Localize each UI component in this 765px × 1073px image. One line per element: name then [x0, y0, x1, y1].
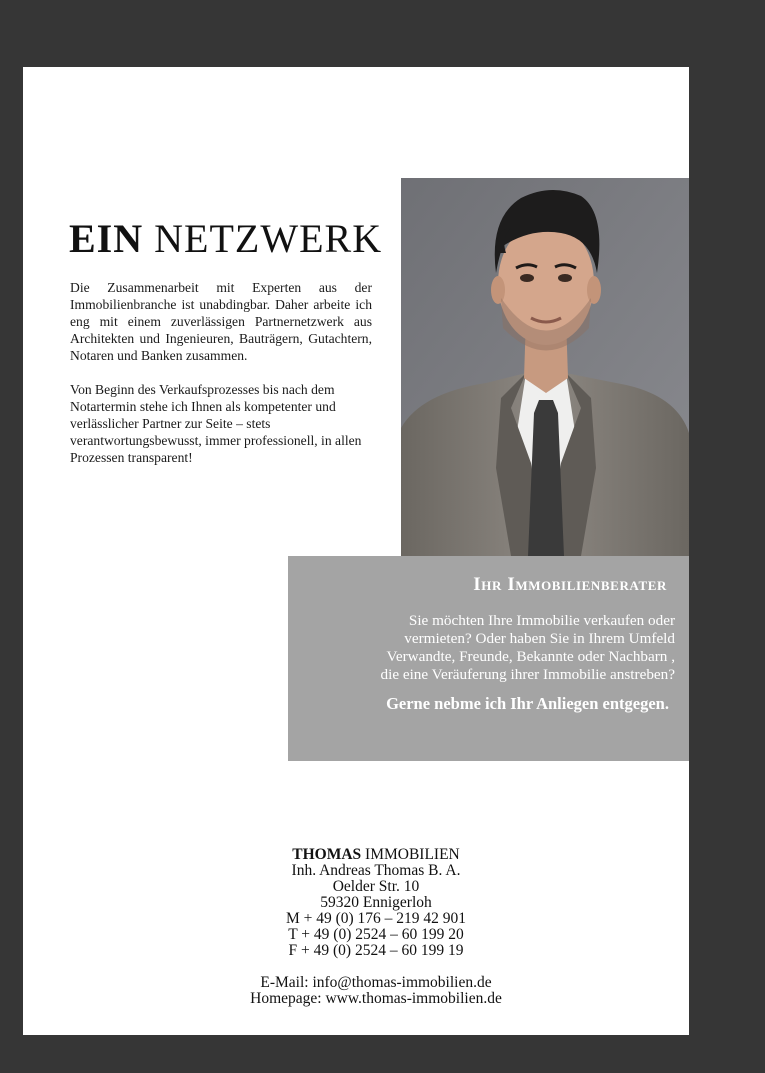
- advisor-title: Ihr Immobilienberater: [473, 574, 667, 595]
- phone-line: T + 49 (0) 2524 – 60 199 20: [288, 926, 464, 943]
- headline-bold: EIN: [69, 216, 144, 261]
- company-name-rest: IMMOBILIEN: [361, 846, 460, 863]
- intro-text: [70, 279, 372, 483]
- headline-rest: NETZWERK: [143, 216, 383, 261]
- spacer: [23, 959, 729, 975]
- advisor-text-line: die eine Veräuferung ihrer Immobilie anstreben?: [380, 666, 675, 683]
- city-line: 59320 Ennigerloh: [320, 894, 432, 911]
- company-name-bold: THOMAS: [292, 846, 362, 863]
- page-headline: [69, 215, 382, 262]
- intro-paragraph-2: Von Beginn des Verkaufsprozesses bis nach dem Notartermin stehe ich Ihnen als kompetenter und verlässlicher Partner zur Seite – stets verantwortungsbewusst, immer professionell, in allen Prozessen transparent!: [70, 382, 362, 465]
- homepage-line: Homepage: www.thomas-immobilien.de: [250, 990, 502, 1007]
- email-line: E-Mail: info@thomas-immobilien.de: [260, 974, 492, 991]
- street-line: Oelder Str. 10: [332, 878, 420, 895]
- advisor-box: [288, 556, 689, 761]
- fax-line: F + 49 (0) 2524 – 60 199 19: [288, 942, 464, 959]
- contact-block: [23, 847, 729, 1007]
- intro-paragraph-1: Die Zusammenarbeit mit Experten aus der Immobilienbranche ist unabdingbar. Daher arbeite ich eng mit einem zuverlässigen Partnernetzwerk aus Architekten und Ingenieuren, Bauträgern, Gutachtern, Notaren und Banken zusammen.: [70, 280, 372, 363]
- advisor-text-line: Verwandte, Freunde, Bekannte oder Nachbarn ,: [386, 648, 675, 665]
- advisor-text: [295, 612, 675, 684]
- advisor-photo: [401, 178, 689, 556]
- owner-line: Inh. Andreas Thomas B. A.: [291, 862, 461, 879]
- advisor-call-to-action: Gerne nebme ich Ihr Anliegen entgegen.: [386, 694, 669, 713]
- advisor-text-line: vermieten? Oder haben Sie in Ihrem Umfeld: [404, 630, 675, 647]
- mobile-line: M + 49 (0) 176 – 219 42 901: [285, 910, 467, 927]
- brochure-page: [23, 67, 689, 1035]
- advisor-text-line: Sie möchten Ihre Immobilie verkaufen oder: [408, 612, 675, 629]
- portrait-illustration: [401, 178, 689, 556]
- company-name: [23, 847, 729, 863]
